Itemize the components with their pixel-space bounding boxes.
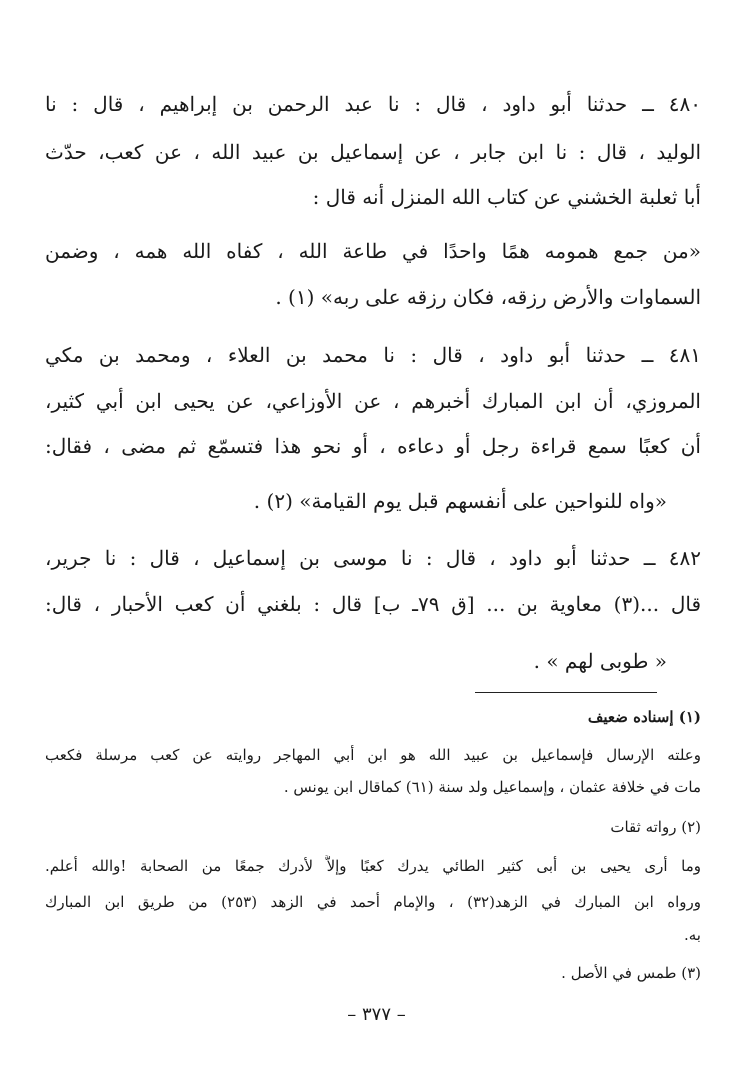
text-line: أبا ثعلبة الخشني عن كتاب الله المنزل أنه قال :	[312, 185, 701, 209]
text-line: السماوات والأرض رزقه، فكان رزقه على ربه» (١) .	[275, 285, 701, 309]
text-line: ٤٨١ ــ حدثنا أبو داود ، قال : نا محمد بن العلاء ، ومحمد بن مكي	[45, 343, 701, 367]
text-line: «من جمع همومه همًا واحدًا في طاعة الله ، كفاه الله همه ، وضمن	[45, 239, 701, 263]
footnote-title: (٣) طمس في الأصل .	[561, 964, 701, 982]
footnote-title: (١) إسناده ضعيف	[587, 708, 701, 726]
footnote-line: وعلته الإرسال فإسماعيل بن عبيد الله هو ابن أبي المهاجر روايته عن كعب مرسلة فكعب	[45, 746, 701, 764]
footnote-line: وما أرى يحيى بن أبى كثير الطائي يدرك كعبًا وإلاَّ لأدرك جمعًا من الصحابة !والله أعلم.	[45, 857, 701, 875]
footnote-divider	[475, 692, 657, 693]
footnote-title: (٢) رواته ثقات	[610, 818, 701, 836]
text-line: أن كعبًا سمع قراءة رجل أو دعاءه ، أو نحو هذا فتسمّع ثم مضى ، فقال:	[45, 434, 701, 458]
footnote-line: مات في خلافة عثمان ، وإسماعيل ولد سنة (٦١) كماقال ابن يونس .	[283, 778, 701, 796]
footnote-line: به.	[684, 926, 701, 944]
footnote-line: ورواه ابن المبارك في الزهد(٣٢) ، والإمام أحمد في الزهد (٢٥٣) من طريق ابن المبارك	[45, 893, 701, 911]
page-number: – ٣٧٧ –	[347, 1004, 406, 1025]
text-line: « طوبى لهم » .	[533, 649, 667, 673]
text-line: المروزي، أن ابن المبارك أخبرهم ، عن الأوزاعي، عن يحيى ابن أبي كثير،	[45, 389, 701, 413]
text-line: الوليد ، قال : نا ابن جابر ، عن إسماعيل بن عبيد الله ، عن كعب، حدّث	[45, 140, 701, 164]
text-line: ٤٨٠ ــ حدثنا أبو داود ، قال : نا عبد الرحمن بن إبراهيم ، قال : نا	[45, 92, 701, 116]
text-line: «واه للنواحين على أنفسهم قبل يوم القيامة» (٢) .	[253, 489, 667, 513]
text-line: قال ...(٣) معاوية بن ... [ق ٧٩ـ ب] قال : بلغني أن كعب الأحبار ، قال:	[45, 592, 701, 616]
text-line: ٤٨٢ ــ حدثنا أبو داود ، قال : نا موسى بن إسماعيل ، قال : نا جرير،	[45, 546, 701, 570]
